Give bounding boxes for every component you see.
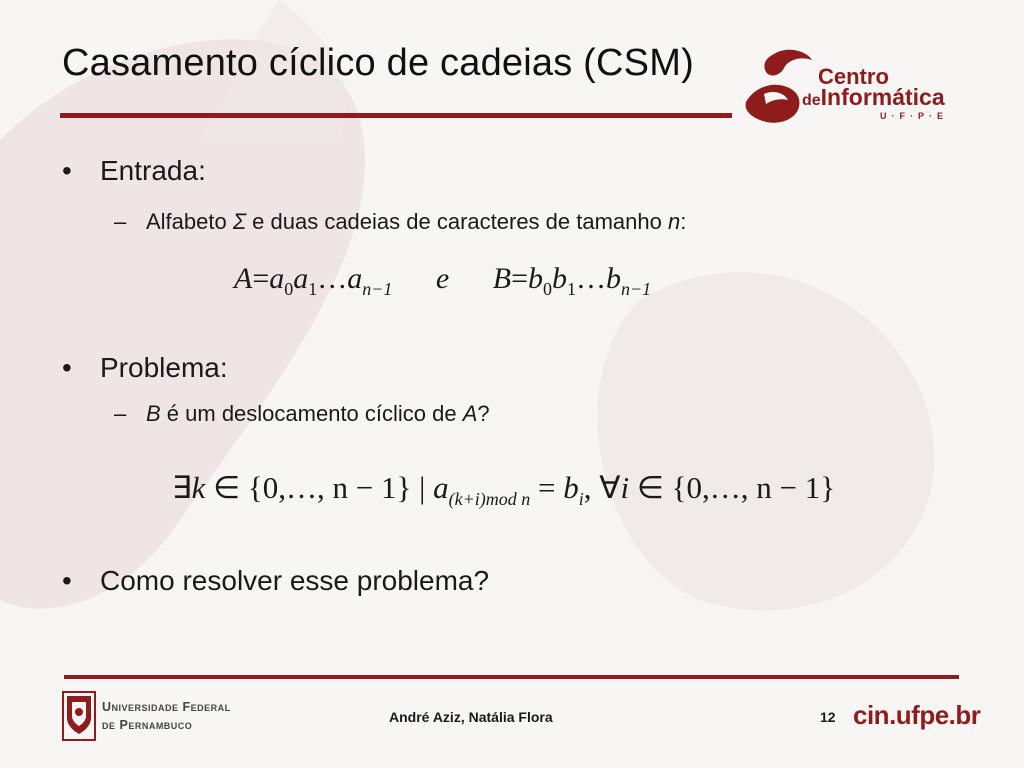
ci-logo-line3: U·F·P·E xyxy=(880,111,948,121)
variable-B: B xyxy=(146,401,161,426)
sigma-symbol: Σ xyxy=(232,209,247,234)
math-a: a xyxy=(347,262,363,295)
bullet-entrada xyxy=(62,155,206,187)
math-sub: 1 xyxy=(308,279,318,299)
formula-condition xyxy=(172,470,835,510)
cin-ufpe-logo: cin.ufpe.br xyxy=(853,700,981,730)
ufpe-name-line2: de Pernambuco xyxy=(102,718,193,732)
bullet-icon: • xyxy=(62,352,72,383)
math-A: A xyxy=(234,262,253,295)
ufpe-logo xyxy=(60,688,250,744)
math-b: b xyxy=(605,262,621,295)
page-number: 12 xyxy=(820,709,836,725)
footer-divider xyxy=(64,675,959,679)
ci-logo-line1: Centro xyxy=(818,64,889,89)
subbullet-text: é um deslocamento cíclico de xyxy=(160,401,463,426)
math-in: ∈ xyxy=(213,470,241,505)
math-sub: i xyxy=(578,489,584,510)
ufpe-crest-icon xyxy=(60,688,98,744)
math-in: ∈ xyxy=(636,470,664,505)
math-dots: … xyxy=(317,262,348,295)
math-i: i xyxy=(620,470,630,505)
math-b: b xyxy=(563,470,579,505)
ci-logo-informatica: Informática xyxy=(820,84,945,110)
subbullet-text: Alfabeto xyxy=(146,209,233,234)
math-bar: | xyxy=(419,470,426,505)
math-a: a xyxy=(293,262,309,295)
footer-authors: André Aziz, Natália Flora xyxy=(389,709,553,725)
math-e: e xyxy=(435,262,450,295)
math-sub: 0 xyxy=(284,279,294,299)
math-forall: ∀ xyxy=(599,470,621,505)
math-equals: = xyxy=(252,262,270,295)
bullet-problema xyxy=(62,352,228,384)
dash-icon: – xyxy=(114,401,127,426)
math-b: b xyxy=(527,262,543,295)
bullet-como-resolver xyxy=(62,565,490,597)
math-sub-mod: (k+i)mod n xyxy=(448,489,531,510)
formula-strings xyxy=(234,262,651,300)
math-set: {0,…, n − 1} xyxy=(247,470,412,505)
bullet-icon: • xyxy=(62,565,72,596)
math-sub: 0 xyxy=(542,279,552,299)
bullet-label: Entrada: xyxy=(100,155,206,186)
math-equals: = xyxy=(537,470,556,505)
math-set: {0,…, n − 1} xyxy=(671,470,836,505)
ufpe-name-line1: Universidade Federal xyxy=(102,700,231,714)
math-exists: ∃ xyxy=(172,470,192,505)
math-comma: , xyxy=(583,470,592,505)
math-equals: = xyxy=(511,262,528,295)
math-b: b xyxy=(551,262,567,295)
math-a: a xyxy=(433,470,449,505)
math-a: a xyxy=(269,262,285,295)
centro-informatica-logo xyxy=(740,42,966,132)
subbullet-text: ? xyxy=(477,401,490,426)
dash-icon: – xyxy=(114,209,127,234)
math-sub: n−1 xyxy=(620,279,652,299)
bullet-label: Problema: xyxy=(100,352,228,383)
math-sub: n−1 xyxy=(362,279,393,299)
bullet-icon: • xyxy=(62,155,72,186)
slide-title: Casamento cíclico de cadeias (CSM) xyxy=(62,42,694,84)
subbullet-text: e duas cadeias de caracteres de tamanho xyxy=(246,209,668,234)
subbullet-deslocamento xyxy=(114,401,490,427)
subbullet-text: : xyxy=(680,209,687,234)
subbullet-alfabeto xyxy=(114,209,687,235)
math-dots: … xyxy=(575,262,606,295)
variable-n: n xyxy=(667,209,681,234)
title-divider xyxy=(60,113,732,118)
math-k: k xyxy=(191,470,206,505)
bullet-label: Como resolver esse problema? xyxy=(100,565,490,596)
math-sub: 1 xyxy=(566,279,576,299)
math-B: B xyxy=(492,262,512,295)
variable-A: A xyxy=(462,401,478,426)
ci-logo-de: de xyxy=(802,92,821,109)
ufpe-name xyxy=(102,698,231,734)
ci-logo-line2 xyxy=(802,84,945,111)
